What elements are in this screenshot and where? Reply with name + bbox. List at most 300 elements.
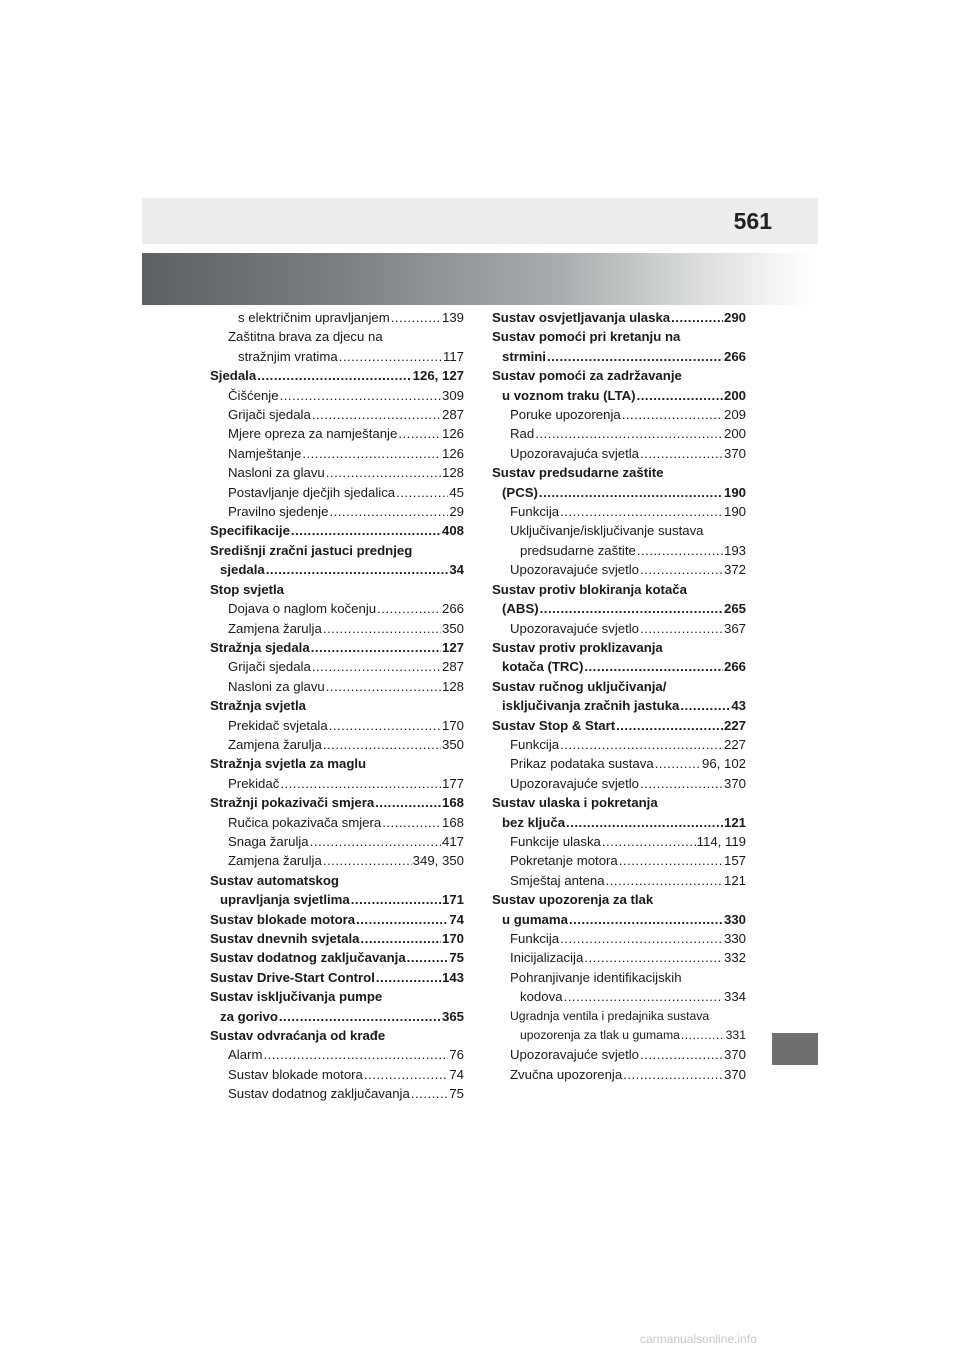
- index-line: [210, 405, 464, 424]
- index-entry: [210, 386, 464, 405]
- page-reference: 96, 102: [702, 756, 746, 772]
- entry-text: Upozoravajuće svjetlo: [510, 562, 640, 578]
- index-entry: [492, 1007, 746, 1046]
- dot-leader: [619, 851, 723, 870]
- entry-text: Grijači sjedala: [228, 659, 311, 675]
- entry-text: Specifikacije: [210, 523, 290, 539]
- page-reference: 200: [723, 387, 746, 403]
- entry-text: Zamjena žarulja: [228, 620, 322, 636]
- index-line: [492, 347, 746, 366]
- dot-leader: [310, 832, 441, 851]
- index-entry: [210, 832, 464, 851]
- index-line: [210, 386, 464, 405]
- index-entry: [492, 754, 746, 773]
- page-reference: 309: [441, 387, 464, 403]
- index-line: [492, 444, 746, 463]
- index-entry: [492, 716, 746, 735]
- entry-text: Sustav protiv blokiranja kotača: [492, 581, 687, 597]
- entry-text: Funkcije ulaska: [510, 833, 601, 849]
- page-reference: 265: [723, 601, 746, 617]
- entry-text: Uključivanje/isključivanje sustava: [510, 523, 704, 539]
- entry-text: Sustav pomoći za zadržavanje: [492, 368, 682, 384]
- index-line: [492, 910, 746, 929]
- entry-text: Stražnja svjetla za maglu: [210, 756, 367, 772]
- index-line: [492, 754, 746, 773]
- dot-leader: [323, 735, 441, 754]
- entry-text: Sustav dodatnog zaključavanja: [210, 950, 406, 966]
- index-entry: [492, 638, 746, 677]
- dot-leader: [396, 483, 448, 502]
- page-reference: 74: [449, 911, 464, 927]
- index-line: [210, 580, 464, 599]
- dot-leader: [655, 754, 701, 773]
- index-entry: [492, 560, 746, 579]
- index-line: [492, 1065, 746, 1084]
- dot-leader: [606, 871, 723, 890]
- index-entry: [492, 1065, 746, 1084]
- entry-text: Sustav osvjetljavanja ulaska: [492, 310, 671, 325]
- dot-leader: [407, 948, 449, 967]
- entry-text: Zamjena žarulja: [228, 853, 322, 869]
- index-line: [492, 366, 746, 385]
- index-line: [210, 716, 464, 735]
- entry-text: Rad: [510, 426, 535, 442]
- index-entry: [492, 424, 746, 443]
- dot-leader: [681, 1026, 725, 1045]
- page-reference: 126, 127: [412, 368, 464, 384]
- index-entry: [492, 366, 746, 405]
- dot-leader: [263, 1045, 448, 1064]
- index-entry: [210, 657, 464, 676]
- page-reference: 350: [441, 736, 464, 752]
- dot-leader: [640, 774, 723, 793]
- index-line: [210, 308, 464, 327]
- index-line: [492, 871, 746, 890]
- page-reference: 200: [723, 426, 746, 442]
- page-reference: 209: [723, 407, 746, 423]
- page-reference: 74: [449, 1066, 464, 1082]
- index-line: [492, 890, 746, 909]
- page-reference: 365: [441, 1008, 464, 1024]
- entry-text: sjedala: [220, 562, 265, 578]
- index-line: [492, 521, 746, 540]
- index-line: [492, 929, 746, 948]
- index-entry: [210, 910, 464, 929]
- dot-leader: [640, 619, 723, 638]
- page-reference: 168: [441, 795, 464, 811]
- entry-text: kodova: [520, 989, 563, 1005]
- index-line: [210, 948, 464, 967]
- entry-text: Nasloni za glavu: [228, 678, 325, 694]
- index-line: [210, 890, 464, 909]
- index-entry: [210, 716, 464, 735]
- dot-leader: [356, 910, 448, 929]
- dot-leader: [637, 541, 723, 560]
- index-line: [492, 968, 746, 987]
- index-line: [210, 327, 464, 346]
- entry-text: strmini: [502, 348, 546, 364]
- entry-text: Sustav Stop & Start: [492, 717, 616, 733]
- entry-text: Ručica pokazivača smjera: [228, 814, 382, 830]
- index-line: [492, 424, 746, 443]
- index-line: [492, 716, 746, 735]
- dot-leader: [616, 716, 723, 735]
- page-header: [142, 198, 818, 244]
- page-reference: 190: [723, 484, 746, 500]
- index-entry: [492, 327, 746, 366]
- index-line: [210, 1084, 464, 1103]
- page-reference: 330: [723, 911, 746, 927]
- page-reference: 370: [723, 1066, 746, 1082]
- page-reference: 367: [723, 620, 746, 636]
- index-line: [210, 929, 464, 948]
- entry-text: u gumama: [502, 911, 568, 927]
- dot-leader: [560, 735, 723, 754]
- index-line: [210, 1007, 464, 1026]
- dot-leader: [391, 308, 441, 327]
- dot-leader: [339, 347, 442, 366]
- dot-leader: [312, 657, 441, 676]
- page-reference: 29: [449, 504, 464, 520]
- index-line: [492, 774, 746, 793]
- index-entry: [210, 327, 464, 366]
- index-line: [210, 696, 464, 715]
- index-entry: [210, 580, 464, 599]
- entry-text: Sustav Drive-Start Control: [210, 969, 375, 985]
- index-line: [210, 599, 464, 618]
- index-line: [210, 1026, 464, 1045]
- index-line: [210, 793, 464, 812]
- watermark: carmanualsonline.info: [640, 1332, 757, 1346]
- index-line: [210, 444, 464, 463]
- dot-leader: [671, 308, 723, 327]
- entry-text: Sustav isključivanja pumpe: [210, 989, 383, 1005]
- index-line: [492, 541, 746, 560]
- page-reference: 193: [723, 542, 746, 558]
- dot-leader: [584, 657, 723, 676]
- dot-leader: [564, 987, 723, 1006]
- index-entry: [492, 929, 746, 948]
- entry-text: Stop svjetla: [210, 581, 285, 597]
- index-line: [210, 968, 464, 987]
- entry-text: bez ključa: [502, 814, 566, 830]
- index-line: [492, 327, 746, 346]
- section-tab: [772, 1033, 818, 1065]
- index-line: [210, 774, 464, 793]
- index-entry: [492, 580, 746, 619]
- index-entry: [492, 1045, 746, 1064]
- index-line: [210, 638, 464, 657]
- index-entry: [492, 308, 746, 327]
- dot-leader: [279, 1007, 441, 1026]
- index-line: [492, 1045, 746, 1064]
- index-line: [492, 560, 746, 579]
- index-entry: [210, 463, 464, 482]
- entry-text: Stražnja sjedala: [210, 639, 310, 655]
- page-reference: 287: [441, 407, 464, 423]
- index-line: [492, 308, 746, 327]
- dot-leader: [302, 444, 441, 463]
- index-line: [492, 483, 746, 502]
- index-entry: [492, 890, 746, 929]
- index-column-right: [492, 308, 746, 1084]
- page-reference: 372: [723, 562, 746, 578]
- entry-text: Upozoravajuće svjetlo: [510, 1047, 640, 1063]
- page-reference: 127: [441, 639, 464, 655]
- page-reference: 330: [723, 931, 746, 946]
- index-line: [210, 560, 464, 579]
- page-reference: 143: [441, 969, 464, 985]
- index-entry: [492, 444, 746, 463]
- entry-text: Namještanje: [228, 445, 302, 461]
- index-entry: [492, 463, 746, 502]
- dot-leader: [584, 948, 723, 967]
- entry-text: Prekidač svjetala: [228, 717, 328, 733]
- entry-text: Ugradnja ventila i predajnika sustava: [510, 1008, 710, 1023]
- page-reference: 334: [723, 989, 746, 1005]
- index-entry: [492, 968, 746, 1007]
- index-entry: [210, 813, 464, 832]
- dot-leader: [569, 910, 723, 929]
- index-line: [492, 657, 746, 676]
- page-reference: 266: [723, 348, 746, 364]
- entry-text: kotača (TRC): [502, 659, 584, 675]
- dot-leader: [637, 386, 723, 405]
- index-line: [492, 580, 746, 599]
- index-entry: [210, 968, 464, 987]
- dot-leader: [382, 813, 441, 832]
- entry-text: Poruke upozorenja: [510, 407, 621, 423]
- page-reference: 332: [723, 950, 746, 966]
- index-line: [210, 483, 464, 502]
- entry-text: isključivanja zračnih jastuka: [502, 698, 680, 714]
- dot-leader: [566, 813, 723, 832]
- index-line: [210, 347, 464, 366]
- index-entry: [210, 1026, 464, 1045]
- entry-text: s električnim upravljanjem: [238, 310, 390, 325]
- entry-text: Sustav upozorenja za tlak: [492, 892, 654, 908]
- index-line: [210, 1045, 464, 1064]
- entry-text: Sustav protiv proklizavanja: [492, 639, 663, 655]
- page-reference: 266: [441, 601, 464, 617]
- index-line: [492, 1026, 746, 1045]
- index-entry: [492, 677, 746, 716]
- dot-leader: [266, 560, 449, 579]
- page-reference: 75: [449, 950, 464, 966]
- index-entry: [210, 366, 464, 385]
- page-reference: 117: [442, 348, 464, 364]
- entry-text: Sustav ulaska i pokretanja: [492, 795, 658, 811]
- index-line: [210, 1065, 464, 1084]
- index-entry: [492, 832, 746, 851]
- page-reference: 331: [725, 1028, 746, 1043]
- index-line: [210, 677, 464, 696]
- index-line: [210, 813, 464, 832]
- entry-text: Pravilno sjedenje: [228, 504, 329, 520]
- index-line: [210, 657, 464, 676]
- entry-text: za gorivo: [220, 1008, 278, 1024]
- index-line: [210, 987, 464, 1006]
- index-entry: [210, 696, 464, 715]
- page-reference: 168: [441, 814, 464, 830]
- dot-leader: [323, 851, 412, 870]
- index-entry: [492, 521, 746, 560]
- page-reference: 171: [441, 892, 464, 908]
- dot-leader: [411, 1084, 449, 1103]
- dot-leader: [375, 793, 441, 812]
- index-line: [210, 871, 464, 890]
- index-entry: [492, 735, 746, 754]
- dot-leader: [560, 929, 723, 948]
- entry-text: Stražnji pokazivači smjera: [210, 795, 375, 811]
- index-line: [210, 366, 464, 385]
- page-reference: 75: [449, 1086, 464, 1102]
- index-line: [210, 832, 464, 851]
- page-reference: 121: [723, 814, 746, 830]
- dot-leader: [329, 716, 441, 735]
- index-entry: [210, 405, 464, 424]
- dot-leader: [602, 832, 696, 851]
- page-reference: 370: [723, 445, 746, 461]
- entry-text: Funkcija: [510, 736, 560, 752]
- entry-text: Čišćenje: [228, 387, 279, 403]
- index-entry: [492, 851, 746, 870]
- entry-text: Sustav odvraćanja od krađe: [210, 1028, 386, 1044]
- dot-leader: [312, 405, 441, 424]
- index-entry: [210, 638, 464, 657]
- entry-text: Inicijalizacija: [510, 950, 584, 966]
- index-entry: [210, 541, 464, 580]
- index-line: [492, 1007, 746, 1026]
- page-reference: 417: [441, 833, 464, 849]
- index-line: [492, 793, 746, 812]
- index-entry: [210, 619, 464, 638]
- dot-leader: [539, 483, 723, 502]
- page-reference: 349, 350: [412, 853, 464, 869]
- index-line: [210, 541, 464, 560]
- entry-text: Prikaz podataka sustava: [510, 756, 654, 772]
- dot-leader: [535, 424, 723, 443]
- entry-text: Sustav ručnog uključivanja/: [492, 678, 667, 694]
- index-entry: [210, 871, 464, 910]
- page-reference: 290: [723, 310, 746, 325]
- dot-leader: [323, 619, 441, 638]
- index-line: [492, 638, 746, 657]
- page-reference: 76: [449, 1047, 464, 1063]
- entry-text: Smještaj antena: [510, 872, 605, 888]
- entry-text: Zaštitna brava za djecu na: [228, 329, 383, 345]
- index-entry: [492, 502, 746, 521]
- index-entry: [492, 774, 746, 793]
- index-line: [210, 619, 464, 638]
- dot-leader: [280, 774, 441, 793]
- dot-leader: [640, 1045, 723, 1064]
- index-line: [210, 521, 464, 540]
- page-reference: 128: [441, 678, 464, 694]
- entry-text: Sustav blokade motora: [210, 911, 356, 927]
- entry-text: Dojava o naglom kočenju: [228, 601, 377, 617]
- dot-leader: [257, 366, 411, 385]
- index-entry: [210, 502, 464, 521]
- index-line: [492, 619, 746, 638]
- index-line: [492, 948, 746, 967]
- dot-leader: [623, 1065, 723, 1084]
- index-line: [492, 987, 746, 1006]
- index-entry: [210, 948, 464, 967]
- dot-leader: [622, 405, 723, 424]
- dot-leader: [640, 444, 723, 463]
- index-line: [492, 696, 746, 715]
- entry-text: Sustav automatskog: [210, 872, 339, 888]
- page-reference: 34: [449, 562, 464, 578]
- dot-leader: [364, 1065, 448, 1084]
- index-line: [492, 813, 746, 832]
- page-reference: 408: [441, 523, 464, 539]
- dot-leader: [326, 463, 441, 482]
- page-reference: 370: [723, 1047, 746, 1063]
- index-entry: [210, 308, 464, 327]
- index-entry: [210, 483, 464, 502]
- entry-text: Prekidač: [228, 775, 280, 791]
- index-line: [492, 735, 746, 754]
- dot-leader: [329, 502, 448, 521]
- entry-text: (PCS): [502, 484, 538, 500]
- index-entry: [210, 1084, 464, 1103]
- page-reference: 227: [723, 736, 746, 752]
- entry-text: Sustav dnevnih svjetala: [210, 931, 360, 946]
- dot-leader: [540, 599, 723, 618]
- index-entry: [210, 754, 464, 773]
- index-entry: [210, 793, 464, 812]
- dot-leader: [640, 560, 723, 579]
- page-reference: 190: [723, 504, 746, 520]
- dot-leader: [547, 347, 723, 366]
- dot-leader: [291, 521, 441, 540]
- dot-leader: [311, 638, 441, 657]
- entry-text: Pokretanje motora: [510, 853, 618, 869]
- index-line: [492, 463, 746, 482]
- index-column-left: [210, 308, 464, 1104]
- index-entry: [210, 987, 464, 1026]
- index-line: [492, 405, 746, 424]
- index-entry: [492, 793, 746, 832]
- dot-leader: [361, 929, 441, 948]
- entry-text: Zamjena žarulja: [228, 736, 322, 752]
- entry-text: (ABS): [502, 601, 539, 617]
- page-reference: 170: [441, 717, 464, 733]
- page-reference: 350: [441, 620, 464, 636]
- entry-text: Upozoravajuće svjetlo: [510, 620, 640, 636]
- index-entry: [492, 619, 746, 638]
- entry-text: Sustav pomoći pri kretanju na: [492, 329, 681, 345]
- dot-leader: [560, 502, 723, 521]
- dot-leader: [680, 696, 730, 715]
- entry-text: predsudarne zaštite: [520, 542, 636, 558]
- page-reference: 45: [449, 484, 464, 500]
- entry-text: Snaga žarulja: [228, 833, 309, 849]
- entry-text: Sustav predsudarne zaštite: [492, 465, 664, 481]
- index-entry: [492, 871, 746, 890]
- entry-text: upravljanja svjetlima: [220, 892, 350, 908]
- index-entry: [492, 948, 746, 967]
- page-reference: 157: [723, 853, 746, 869]
- dot-leader: [376, 968, 441, 987]
- index-line: [210, 424, 464, 443]
- page-reference: 139: [441, 310, 464, 325]
- page-reference: 227: [723, 717, 746, 733]
- entry-text: Stražnja svjetla: [210, 698, 307, 714]
- page-reference: 43: [731, 698, 746, 714]
